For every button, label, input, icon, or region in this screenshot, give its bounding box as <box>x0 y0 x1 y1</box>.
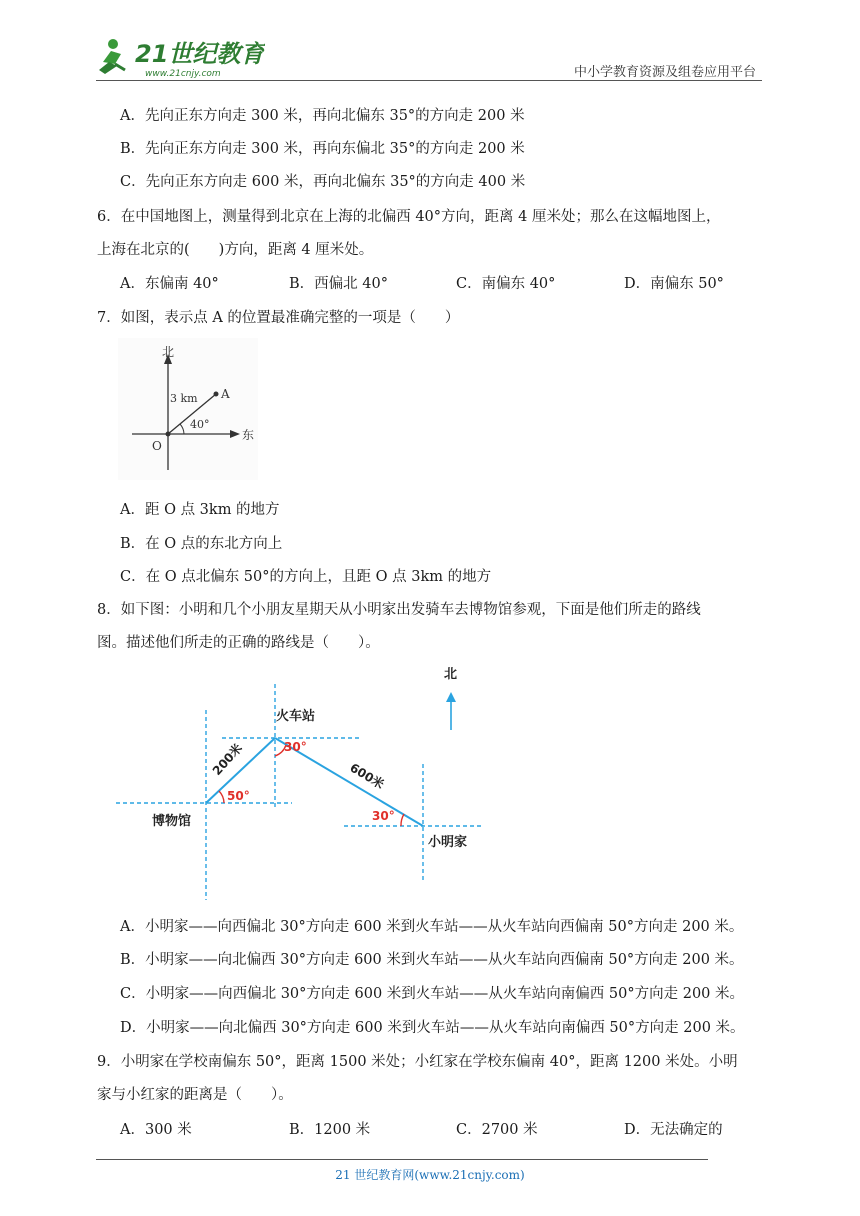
q6-option-d: D．南偏东 50° <box>624 276 724 292</box>
q9-stem-line1: 9．小明家在学校南偏东 50°，距离 1500 米处；小红家在学校东偏南 40°，距离 1200 米处。小明 <box>97 1054 738 1070</box>
q7-option-c: C．在 O 点北偏东 50°的方向上，且距 O 点 3km 的地方 <box>120 569 492 585</box>
q7-north-label: 北 <box>162 345 175 359</box>
site-logo <box>95 36 265 80</box>
q8-north-label: 北 <box>444 667 458 682</box>
q7-point-a <box>214 392 219 397</box>
q6-option-b: B．西偏北 40° <box>289 276 388 292</box>
q6-stem-line1: 6．在中国地图上，测量得到北京在上海的北偏西 40°方向，距离 4 厘米处；那么在这幅地图上， <box>97 209 721 225</box>
logo-text: 21世纪教育 <box>135 40 265 68</box>
q8-home-angle-arc <box>401 814 404 826</box>
logo-url: www.21cnjy.com <box>145 69 221 79</box>
q7-figure <box>118 338 258 480</box>
q8-option-a: A．小明家——向西偏北 30°方向走 600 米到火车站——从火车站向西偏南 50°方向走 200 米。 <box>120 919 744 935</box>
q8-museum-angle-label: 50° <box>227 789 250 803</box>
q7-east-label: 东 <box>242 428 255 442</box>
q7-origin-point <box>166 432 171 437</box>
q6-option-a: A．东偏南 40° <box>120 276 219 292</box>
q8-home-label: 小明家 <box>428 835 468 850</box>
q8-north-arrow-icon <box>446 692 456 702</box>
q7-angle-label: 40° <box>190 418 210 431</box>
q8-distance-200-label: 200米 <box>209 741 246 779</box>
q7-option-b: B．在 O 点的东北方向上 <box>120 536 283 552</box>
q8-route-figure <box>116 660 496 906</box>
q8-stem-line1: 8．如下图：小明和几个小朋友星期天从小明家出发骑车去博物馆参观，下面是他们所走的路线 <box>97 602 701 618</box>
q8-option-b: B．小明家——向北偏西 30°方向走 600 米到火车站——从火车站向西偏南 50°方向走 200 米。 <box>120 952 744 968</box>
runner-icon <box>99 39 125 74</box>
footer-link[interactable]: 21 世纪教育网(www.21cnjy.com) <box>335 1168 525 1182</box>
q8-option-c: C．小明家——向西偏北 30°方向走 600 米到火车站——从火车站向南偏西 50°方向走 200 米。 <box>120 986 745 1002</box>
q7-stem: 7．如图，表示点 A 的位置最准确完整的一项是（ ） <box>97 310 460 326</box>
q5-option-c: C．先向正东方向走 600 米，再向北偏东 35°的方向走 400 米 <box>120 174 526 190</box>
header-divider <box>96 80 762 81</box>
q7-point-label: A <box>221 387 230 401</box>
q9-option-b: B．1200 米 <box>289 1122 371 1138</box>
q8-museum-angle-arc <box>219 791 224 803</box>
q8-stem-line2: 图。描述他们所走的正确的路线是（ ）。 <box>97 635 380 651</box>
q5-option-a: A．先向正东方向走 300 米，再向北偏东 35°的方向走 200 米 <box>120 108 525 124</box>
q9-option-d: D．无法确定的 <box>624 1122 723 1138</box>
footer-divider <box>96 1159 708 1160</box>
q8-distance-600-label: 600米 <box>347 760 387 792</box>
header-platform-text: 中小学教育资源及组卷应用平台 <box>573 65 756 80</box>
q9-stem-line2: 家与小红家的距离是（ ）。 <box>97 1087 293 1103</box>
q7-origin-label: O <box>152 439 162 453</box>
q8-museum-label: 博物馆 <box>152 814 192 829</box>
q6-option-c: C．南偏东 40° <box>456 276 556 292</box>
q5-option-b: B．先向正东方向走 300 米，再向东偏北 35°的方向走 200 米 <box>120 141 525 157</box>
q8-station-label: 火车站 <box>276 709 316 724</box>
q8-home-angle-label: 30° <box>372 809 395 823</box>
q8-option-d: D．小明家——向北偏西 30°方向走 600 米到火车站——从火车站向南偏西 50°方向走 200 米。 <box>120 1020 745 1036</box>
q8-station-angle-label: 30° <box>284 740 307 754</box>
q7-option-a: A．距 O 点 3km 的地方 <box>120 502 280 518</box>
q9-option-c: C．2700 米 <box>456 1122 538 1138</box>
q7-distance-label: 3 km <box>170 392 198 405</box>
q6-stem-line2: 上海在北京的( )方向，距离 4 厘米处。 <box>97 242 374 258</box>
q9-option-a: A．300 米 <box>120 1122 192 1138</box>
